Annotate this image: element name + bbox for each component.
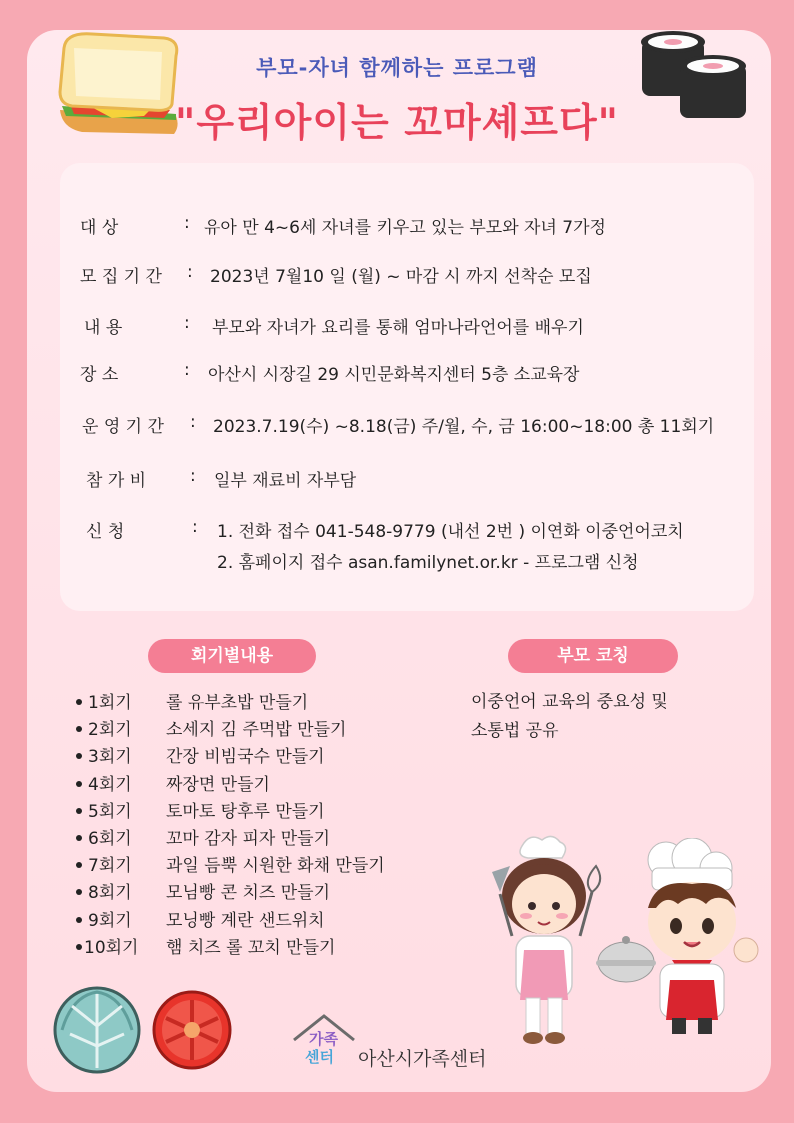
organization-name: 아산시가족센터: [358, 1048, 487, 1070]
coaching-line: 소통법 공유: [471, 721, 559, 741]
logo-mark-top: 가족: [309, 1030, 338, 1048]
info-value-fee: 일부 재료비 자부담: [214, 471, 357, 491]
info-value-content: 부모와 자녀가 요리를 통해 엄마나라언어를 배우기: [212, 318, 584, 338]
cabbage-icon: [52, 986, 142, 1074]
info-label-period: 운 영 기 간: [82, 417, 164, 437]
info-row-period: 운 영 기 간 : 2023.7.19(수) ~8.18(금) 주/월, 수, 금 16:00~18:00 총 11회기: [82, 412, 715, 437]
info-value-target: 유아 만 4~6세 자녀를 키우고 있는 부모와 자녀 7가정: [204, 218, 606, 238]
info-value-place: 아산시 시장길 29 시민문화복지센터 5층 소교육장: [208, 365, 580, 385]
sessions-heading: 회기별내용: [148, 639, 316, 673]
info-label-place: 장 소: [80, 365, 119, 385]
coaching-heading: 부모 코칭: [508, 639, 678, 673]
info-label-content: 내 용: [84, 318, 123, 338]
logo-mark-bottom: 센터: [305, 1048, 334, 1066]
info-value-apply-web: 2. 홈페이지 접수 asan.familynet.or.kr - 프로그램 신청: [217, 553, 639, 573]
info-label-target: 대 상: [80, 218, 119, 238]
coaching-description: [471, 688, 668, 746]
program-title: "우리아이는 꼬마셰프다": [175, 101, 619, 146]
info-value-recruit: 2023년 7월10 일 (월) ~ 마감 시 까지 선착순 모집: [210, 267, 592, 287]
info-label-fee: 참 가 비: [86, 471, 147, 491]
boy-chef-icon: [596, 838, 764, 1038]
info-label-apply: 신 청: [86, 522, 125, 542]
coaching-line: 이중언어 교육의 중요성 및: [471, 692, 668, 712]
tomato-icon: [152, 990, 232, 1070]
info-row-recruit: 모 집 기 간 : 2023년 7월10 일 (월) ~ 마감 시 까지 선착순 모집: [80, 262, 592, 287]
info-value-apply-phone: 1. 전화 접수 041-548-9779 (내선 2번 ) 이연화 이중언어코치: [217, 522, 684, 542]
info-row-target: 대 상 : 유아 만 4~6세 자녀를 키우고 있는 부모와 자녀 7가정: [80, 213, 606, 238]
program-subtitle: 부모-자녀 함께하는 프로그램: [256, 56, 538, 80]
info-row-apply: 신 청 : 1. 전화 접수 041-548-9779 (내선 2번 ) 이연화 이중언어코치 2. 홈페이지 접수 asan.familynet.or.kr - 프로그램 신청: [86, 517, 684, 573]
info-row-place: 장 소 : 아산시 시장길 29 시민문화복지센터 5층 소교육장: [80, 360, 580, 385]
info-row-fee: 참 가 비 : 일부 재료비 자부담: [86, 466, 357, 491]
info-row-content: 내 용 : 부모와 자녀가 요리를 통해 엄마나라언어를 배우기: [84, 313, 584, 338]
info-value-period: 2023.7.19(수) ~8.18(금) 주/월, 수, 금 16:00~18:00 총 11회기: [213, 417, 715, 437]
info-label-recruit: 모 집 기 간: [80, 267, 162, 287]
